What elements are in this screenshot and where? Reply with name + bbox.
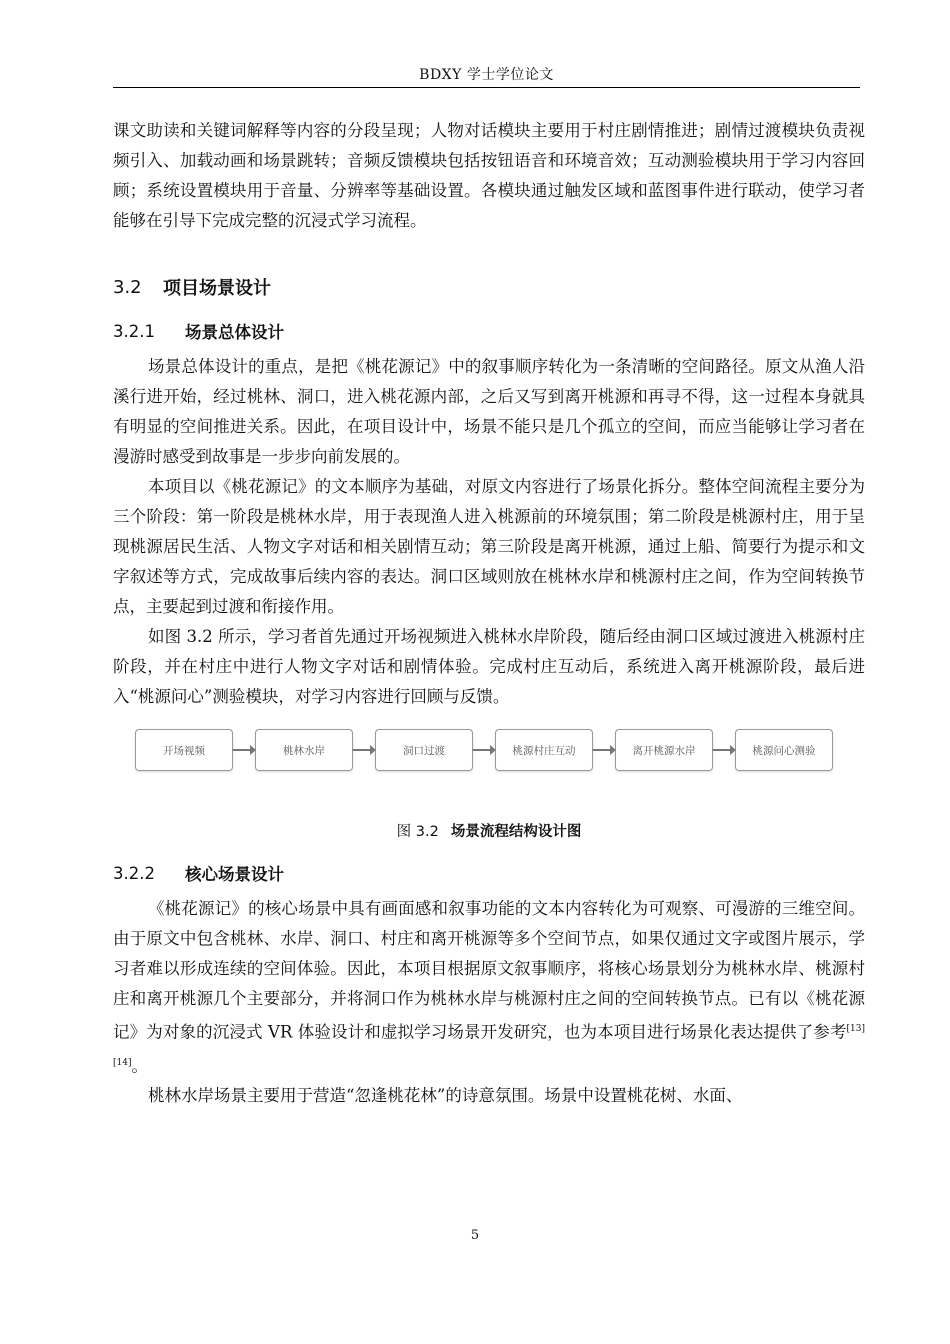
flow-arrow bbox=[713, 749, 735, 751]
section-number: 3.2 bbox=[113, 276, 142, 298]
flow-step-box: 桃林水岸 bbox=[255, 729, 353, 771]
flow-step-box: 开场视频 bbox=[135, 729, 233, 771]
flow-arrow bbox=[233, 749, 255, 751]
subsection-number: 3.2.2 bbox=[113, 863, 155, 883]
flow-arrow bbox=[593, 749, 615, 751]
paragraph: 场景总体设计的重点，是把《桃花源记》中的叙事顺序转化为一条清晰的空间路径。原文从渔人沿溪行进开始，经过桃林、洞口，进入桃花源内部，之后又写到离开桃源和再寻不得，这一过程本身就具有明显的空间推进关系。因此，在项目设计中，场景不能只是几个孤立的空间，而应当能够让学习者在漫游时感受到故事是一步步向前发展的。 bbox=[113, 357, 865, 466]
header-rule bbox=[113, 87, 860, 88]
paragraph-end: 。 bbox=[131, 1056, 148, 1075]
citation-ref[interactable]: [13][14] bbox=[113, 1024, 865, 1068]
page-content bbox=[113, 116, 865, 1111]
flow-arrow bbox=[473, 749, 495, 751]
subsection-title: 场景总体设计 bbox=[185, 323, 284, 342]
figure-caption bbox=[113, 820, 865, 844]
flow-step-box: 洞口过渡 bbox=[375, 729, 473, 771]
running-header: BDXY 学士学位论文 bbox=[419, 67, 554, 83]
paragraph bbox=[113, 894, 865, 1081]
subsection-heading-3-2-1 bbox=[113, 316, 865, 346]
section-heading-3-2 bbox=[113, 272, 865, 302]
subsection-number: 3.2.1 bbox=[113, 321, 155, 341]
flow-step-box: 桃源村庄互动 bbox=[495, 729, 593, 771]
paragraph: 如图 3.2 所示，学习者首先通过开场视频进入桃林水岸阶段，随后经由洞口区域过渡进入桃源村庄阶段，并在村庄中进行人物文字对话和剧情体验。完成村庄互动后，系统进入离开桃源阶段，最后进入“桃源问心”测验模块，对学习内容进行回顾与反馈。 bbox=[113, 627, 865, 706]
intro-paragraph: 课文助读和关键词解释等内容的分段呈现；人物对话模块主要用于村庄剧情推进；剧情过渡模块负责视频引入、加载动画和场景跳转；音频反馈模块包括按钮语音和环境音效；互动测验模块用于学习内容回顾；系统设置模块用于音量、分辨率等基础设置。各模块通过触发区域和蓝图事件进行联动，使学习者能够在引导下完成完整的沉浸式学习流程。 bbox=[113, 121, 865, 230]
flow-step-box: 离开桃源水岸 bbox=[615, 729, 713, 771]
figure-number: 图 3.2 bbox=[396, 824, 439, 840]
flow-step-box: 桃源问心测验 bbox=[735, 729, 833, 771]
scene-flow-diagram bbox=[135, 728, 835, 772]
paragraph: 本项目以《桃花源记》的文本顺序为基础，对原文内容进行了场景化拆分。整体空间流程主要分为三个阶段：第一阶段是桃林水岸，用于表现渔人进入桃源前的环境氛围；第二阶段是桃源村庄，用于呈现桃源居民生活、人物文字对话和相关剧情互动；第三阶段是离开桃源，通过上船、简要行为提示和文字叙述等方式，完成故事后续内容的表达。洞口区域则放在桃林水岸和桃源村庄之间，作为空间转换节点，主要起到过渡和衔接作用。 bbox=[113, 477, 865, 616]
section-title: 项目场景设计 bbox=[163, 278, 271, 299]
flow-arrow bbox=[353, 749, 375, 751]
figure-title: 场景流程结构设计图 bbox=[450, 824, 582, 840]
subsection-heading-3-2-2 bbox=[113, 858, 865, 888]
subsection-title: 核心场景设计 bbox=[185, 865, 284, 884]
paragraph-text: 《桃花源记》的核心场景中具有画面感和叙事功能的文本内容转化为可观察、可漫游的三维空间。由于原文中包含桃林、水岸、洞口、村庄和离开桃源等多个空间节点，如果仅通过文字或图片展示，学习者难以形成连续的空间体验。因此，本项目根据原文叙事顺序，将核心场景划分为桃林水岸、桃源村庄和离开桃源几个主要部分，并将洞口作为桃林水岸与桃源村庄之间的空间转换节点。已有以《桃花源记》为对象的沉浸式 VR 体验设计和虚拟学习场景开发研究，也为本项目进行场景化表达提供了参考 bbox=[113, 899, 865, 1042]
paragraph: 桃林水岸场景主要用于营造“忽逢桃花林”的诗意氛围。场景中设置桃花树、水面、 bbox=[148, 1086, 743, 1105]
page-number: 5 bbox=[470, 1228, 480, 1243]
